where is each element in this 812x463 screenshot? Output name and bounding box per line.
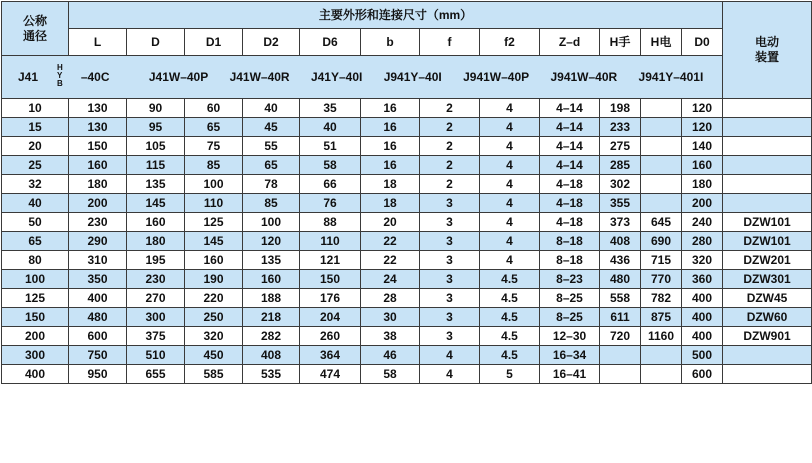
dimension-cell: 218	[243, 308, 300, 327]
dimension-cell: 16	[361, 99, 420, 118]
dimension-cell: 690	[641, 232, 682, 251]
electric-device-cell: DZW901	[723, 327, 812, 346]
dimension-cell	[641, 137, 682, 156]
electric-device-cell	[723, 137, 812, 156]
nominal-diameter-cell: 65	[2, 232, 69, 251]
electric-device-cell	[723, 99, 812, 118]
dimension-cell: 8–18	[540, 251, 600, 270]
dimension-cell: 750	[69, 346, 127, 365]
dimension-cell: 400	[69, 289, 127, 308]
dimension-cell: 24	[361, 270, 420, 289]
dimension-cell: 45	[243, 118, 300, 137]
dimension-cell: 875	[641, 308, 682, 327]
dimensions-group-header: 主要外形和连接尺寸（mm）	[69, 2, 723, 29]
dimension-cell: 60	[185, 99, 243, 118]
dimension-cell: 585	[185, 365, 243, 384]
dimension-cell: 16–41	[540, 365, 600, 384]
nominal-diameter-cell: 300	[2, 346, 69, 365]
header-row-models	[2, 56, 812, 99]
valve-model-label: J41W–40P	[148, 70, 209, 84]
dimension-cell	[600, 365, 641, 384]
dimension-cell: 4.5	[480, 327, 540, 346]
dimension-cell: 950	[69, 365, 127, 384]
dimension-cell: 120	[243, 232, 300, 251]
dimension-cell: 125	[185, 213, 243, 232]
dimension-cell: 8–18	[540, 232, 600, 251]
table-row	[2, 213, 812, 232]
nominal-diameter-cell: 15	[2, 118, 69, 137]
electric-device-cell: DZW201	[723, 251, 812, 270]
dimension-cell	[641, 346, 682, 365]
nominal-diameter-cell: 125	[2, 289, 69, 308]
dimension-cell: 4–18	[540, 213, 600, 232]
column-header: D0	[682, 29, 723, 56]
dimension-cell: 2	[420, 156, 480, 175]
dimension-cell: 2	[420, 118, 480, 137]
model-variant-stack: H Y B	[57, 62, 63, 88]
dimension-cell: 140	[682, 137, 723, 156]
dimension-cell: 375	[127, 327, 185, 346]
dimension-cell: 302	[600, 175, 641, 194]
dimension-cell: 18	[361, 194, 420, 213]
table-row	[2, 346, 812, 365]
dimension-cell: 95	[127, 118, 185, 137]
dimension-cell: 135	[243, 251, 300, 270]
dimension-cell: 8–23	[540, 270, 600, 289]
column-header: b	[361, 29, 420, 56]
dimension-cell: 4–14	[540, 137, 600, 156]
dimension-cell: 160	[69, 156, 127, 175]
dimension-cell: 46	[361, 346, 420, 365]
dimension-cell: 4	[480, 194, 540, 213]
table-row	[2, 232, 812, 251]
dimension-cell: 160	[127, 213, 185, 232]
dimension-cell: 320	[185, 327, 243, 346]
dimension-cell: 110	[300, 232, 361, 251]
dimension-cell: 150	[69, 137, 127, 156]
column-header: D2	[243, 29, 300, 56]
dimension-cell: 230	[69, 213, 127, 232]
dimension-cell: 160	[185, 251, 243, 270]
electric-device-cell: DZW60	[723, 308, 812, 327]
dimension-cell: 100	[185, 175, 243, 194]
dimension-cell: 85	[185, 156, 243, 175]
valve-model-label: J941Y–40I	[383, 70, 442, 84]
table-row	[2, 175, 812, 194]
dimension-cell: 38	[361, 327, 420, 346]
dimension-cell	[641, 194, 682, 213]
dimension-cell: 4–14	[540, 118, 600, 137]
dimension-cell: 130	[69, 118, 127, 137]
dimensions-table	[1, 1, 812, 384]
dimension-cell: 8–25	[540, 289, 600, 308]
dimension-cell: 90	[127, 99, 185, 118]
dimension-cell: 5	[480, 365, 540, 384]
table-row	[2, 327, 812, 346]
dimension-cell	[641, 118, 682, 137]
dimension-cell: 160	[682, 156, 723, 175]
dimension-cell: 3	[420, 251, 480, 270]
dimension-cell: 240	[682, 213, 723, 232]
dimension-cell: 4	[480, 232, 540, 251]
dimension-cell: 611	[600, 308, 641, 327]
dimension-cell: 4	[480, 156, 540, 175]
dimension-cell: 3	[420, 213, 480, 232]
dimension-cell: 320	[682, 251, 723, 270]
dimension-cell: 12–30	[540, 327, 600, 346]
dimension-cell: 350	[69, 270, 127, 289]
dimension-cell: 188	[243, 289, 300, 308]
column-header: H电	[641, 29, 682, 56]
dimension-cell: 145	[185, 232, 243, 251]
dimension-cell: 480	[69, 308, 127, 327]
valve-model-label: J941W–40R	[550, 70, 618, 84]
table-row	[2, 270, 812, 289]
dimension-cell: 280	[682, 232, 723, 251]
electric-device-header-line1: 电动	[755, 35, 780, 49]
dimension-cell: 600	[69, 327, 127, 346]
dimension-cell: 78	[243, 175, 300, 194]
dimension-cell: 400	[682, 289, 723, 308]
dimension-cell: 105	[127, 137, 185, 156]
nominal-diameter-cell: 80	[2, 251, 69, 270]
dimension-cell: 408	[600, 232, 641, 251]
electric-device-cell	[723, 156, 812, 175]
dimension-cell: 715	[641, 251, 682, 270]
electric-device-cell: DZW45	[723, 289, 812, 308]
valve-model-label: J941Y–401I	[638, 70, 704, 84]
dimension-cell: 558	[600, 289, 641, 308]
dimension-cell: 220	[185, 289, 243, 308]
dimension-cell: 204	[300, 308, 361, 327]
dimension-cell: 55	[243, 137, 300, 156]
dimension-cell: 18	[361, 175, 420, 194]
dimension-cell: 3	[420, 232, 480, 251]
dimension-cell: 782	[641, 289, 682, 308]
dimension-cell: 3	[420, 289, 480, 308]
dimension-cell: 115	[127, 156, 185, 175]
nominal-diameter-cell: 32	[2, 175, 69, 194]
dimension-cell: 110	[185, 194, 243, 213]
nominal-diameter-cell: 150	[2, 308, 69, 327]
dimension-cell: 75	[185, 137, 243, 156]
dimension-cell: 400	[682, 308, 723, 327]
dimension-cell	[600, 346, 641, 365]
electric-device-header	[723, 2, 812, 99]
dimension-cell: 4	[420, 346, 480, 365]
dimension-cell: 8–25	[540, 308, 600, 327]
dimension-cell	[641, 156, 682, 175]
dimension-cell: 4–18	[540, 175, 600, 194]
dimension-cell	[641, 175, 682, 194]
dimension-cell: 285	[600, 156, 641, 175]
dimension-cell: 535	[243, 365, 300, 384]
dimension-cell: 355	[600, 194, 641, 213]
dimension-cell: 275	[600, 137, 641, 156]
dimension-cell: 16–34	[540, 346, 600, 365]
electric-device-header-line2: 装置	[755, 50, 780, 64]
dimension-cell: 250	[185, 308, 243, 327]
dimension-cell: 474	[300, 365, 361, 384]
electric-device-cell: DZW301	[723, 270, 812, 289]
table-row	[2, 99, 812, 118]
dimension-cell: 85	[243, 194, 300, 213]
electric-device-cell	[723, 365, 812, 384]
valve-model-label: J41 H Y B –40C	[18, 62, 110, 88]
dimension-cell: 121	[300, 251, 361, 270]
dimension-cell: 150	[300, 270, 361, 289]
dimension-cell: 408	[243, 346, 300, 365]
dimension-cell: 198	[600, 99, 641, 118]
column-header: Z–d	[540, 29, 600, 56]
valve-model-label: J941W–40P	[463, 70, 530, 84]
dimension-cell: 4–18	[540, 194, 600, 213]
electric-device-cell	[723, 175, 812, 194]
valve-models-row	[2, 56, 723, 99]
dimension-cell: 4.5	[480, 308, 540, 327]
dimension-cell: 645	[641, 213, 682, 232]
dimension-cell: 290	[69, 232, 127, 251]
nominal-diameter-cell: 40	[2, 194, 69, 213]
nominal-diameter-cell: 10	[2, 99, 69, 118]
dimension-cell: 4	[480, 118, 540, 137]
electric-device-cell	[723, 194, 812, 213]
table-row	[2, 194, 812, 213]
dimension-cell: 4	[480, 251, 540, 270]
dimension-cell: 130	[69, 99, 127, 118]
table-row	[2, 365, 812, 384]
dimension-cell: 35	[300, 99, 361, 118]
dimension-cell	[641, 99, 682, 118]
dimension-cell: 145	[127, 194, 185, 213]
dimension-cell: 282	[243, 327, 300, 346]
dimension-cell: 310	[69, 251, 127, 270]
column-header: D	[127, 29, 185, 56]
dimension-cell: 260	[300, 327, 361, 346]
dimension-cell: 58	[300, 156, 361, 175]
dimension-cell: 364	[300, 346, 361, 365]
dimension-cell: 500	[682, 346, 723, 365]
header-row-group	[2, 2, 812, 29]
dimension-cell	[641, 365, 682, 384]
column-header: L	[69, 29, 127, 56]
dimension-cell: 180	[682, 175, 723, 194]
dimension-cell: 176	[300, 289, 361, 308]
dimension-cell: 4	[480, 137, 540, 156]
dimension-cell: 2	[420, 175, 480, 194]
dimension-cell: 4	[480, 175, 540, 194]
dimension-cell: 76	[300, 194, 361, 213]
dimension-cell: 4.5	[480, 270, 540, 289]
dimension-cell: 373	[600, 213, 641, 232]
dimension-cell: 300	[127, 308, 185, 327]
nominal-diameter-cell: 25	[2, 156, 69, 175]
column-header: H手	[600, 29, 641, 56]
table-row	[2, 156, 812, 175]
dimension-cell: 22	[361, 232, 420, 251]
column-header: f	[420, 29, 480, 56]
dimension-cell: 233	[600, 118, 641, 137]
dimension-cell: 1160	[641, 327, 682, 346]
dimension-cell: 16	[361, 137, 420, 156]
dimension-cell: 16	[361, 118, 420, 137]
dimension-cell: 3	[420, 270, 480, 289]
dimension-cell: 2	[420, 99, 480, 118]
dimension-cell: 4.5	[480, 289, 540, 308]
dimension-cell: 160	[243, 270, 300, 289]
nominal-diameter-cell: 200	[2, 327, 69, 346]
dimension-cell: 40	[243, 99, 300, 118]
nominal-diameter-header-line2: 通径	[22, 28, 47, 43]
dimension-cell: 3	[420, 308, 480, 327]
dimension-cell: 195	[127, 251, 185, 270]
dimension-cell: 65	[185, 118, 243, 137]
dimension-cell: 600	[682, 365, 723, 384]
table-row	[2, 251, 812, 270]
dimension-cell: 120	[682, 99, 723, 118]
dimension-cell: 3	[420, 327, 480, 346]
dimension-cell: 4	[480, 99, 540, 118]
dimension-cell: 4–14	[540, 99, 600, 118]
dimension-cell: 88	[300, 213, 361, 232]
dimension-cell: 180	[69, 175, 127, 194]
dimension-cell: 720	[600, 327, 641, 346]
dimension-cell: 20	[361, 213, 420, 232]
nominal-diameter-header-line1: 公称	[22, 13, 47, 28]
dimension-cell: 28	[361, 289, 420, 308]
dimension-cell: 450	[185, 346, 243, 365]
dimension-cell: 4.5	[480, 346, 540, 365]
column-header: D1	[185, 29, 243, 56]
dimension-cell: 30	[361, 308, 420, 327]
electric-device-cell	[723, 346, 812, 365]
nominal-diameter-cell: 20	[2, 137, 69, 156]
nominal-diameter-cell: 400	[2, 365, 69, 384]
dimension-cell: 4–14	[540, 156, 600, 175]
column-header: f2	[480, 29, 540, 56]
dimension-cell: 100	[243, 213, 300, 232]
header-row-columns	[2, 29, 812, 56]
dimension-cell: 436	[600, 251, 641, 270]
dimension-cell: 66	[300, 175, 361, 194]
column-header: D6	[300, 29, 361, 56]
dimension-cell: 16	[361, 156, 420, 175]
dimension-cell: 360	[682, 270, 723, 289]
dimension-cell: 200	[69, 194, 127, 213]
dimension-cell: 58	[361, 365, 420, 384]
table-row	[2, 289, 812, 308]
electric-device-cell: DZW101	[723, 213, 812, 232]
dimension-cell: 270	[127, 289, 185, 308]
dimension-cell: 230	[127, 270, 185, 289]
nominal-diameter-cell: 100	[2, 270, 69, 289]
table-row	[2, 308, 812, 327]
electric-device-cell	[723, 118, 812, 137]
dimension-cell: 135	[127, 175, 185, 194]
nominal-diameter-cell: 50	[2, 213, 69, 232]
dimension-cell: 4	[420, 365, 480, 384]
table-row	[2, 137, 812, 156]
dimension-cell: 400	[682, 327, 723, 346]
dimension-cell: 22	[361, 251, 420, 270]
dimension-cell: 655	[127, 365, 185, 384]
dimension-cell: 51	[300, 137, 361, 156]
dimension-cell: 40	[300, 118, 361, 137]
dimension-cell: 190	[185, 270, 243, 289]
valve-model-label: J41Y–40I	[310, 70, 363, 84]
dimension-cell: 180	[127, 232, 185, 251]
electric-device-cell: DZW101	[723, 232, 812, 251]
dimension-cell: 510	[127, 346, 185, 365]
dimension-cell: 2	[420, 137, 480, 156]
dimension-cell: 770	[641, 270, 682, 289]
nominal-diameter-header	[2, 2, 69, 56]
valve-model-label: J41W–40R	[229, 70, 290, 84]
dimension-cell: 480	[600, 270, 641, 289]
dimension-cell: 4	[480, 213, 540, 232]
dimension-cell: 65	[243, 156, 300, 175]
dimension-cell: 200	[682, 194, 723, 213]
dimension-cell: 3	[420, 194, 480, 213]
dimension-cell: 120	[682, 118, 723, 137]
table-row	[2, 118, 812, 137]
